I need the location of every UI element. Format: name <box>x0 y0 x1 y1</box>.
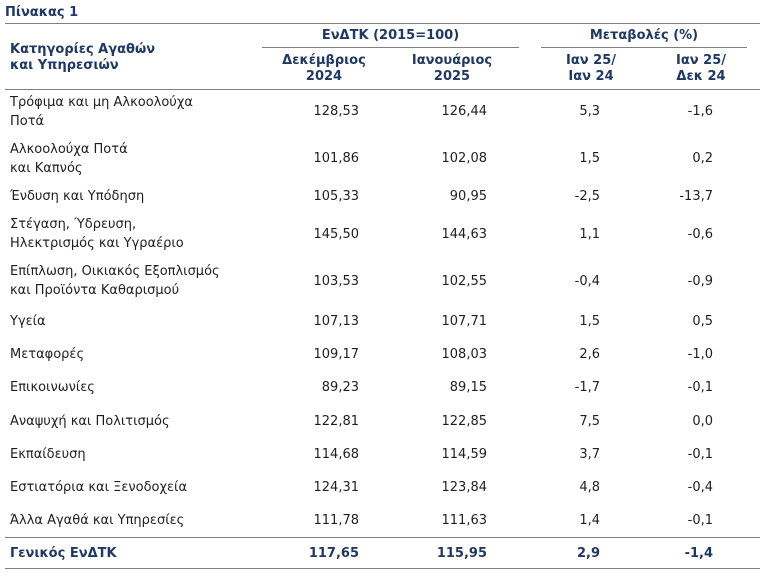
row-label: Υγεία <box>10 314 46 329</box>
cell-yoy: -0,4 <box>574 274 600 289</box>
col-mom-line2: Δεκ 24 <box>676 69 726 84</box>
bottom-rule <box>5 568 760 569</box>
cell-yoy: 1,4 <box>579 513 600 528</box>
col-dec2024-header <box>262 53 386 85</box>
cell-mom: -0,1 <box>687 513 713 528</box>
category-header-line1: Κατηγορίες Αγαθών <box>10 42 156 57</box>
total-yoy: 2,9 <box>576 546 600 561</box>
row-label: Ένδυση και Υπόδηση <box>10 189 145 204</box>
cell-jan2025: 108,03 <box>441 347 487 362</box>
cell-dec2024: 128,53 <box>313 104 359 119</box>
col-yoy-line2: Ιαν 24 <box>568 69 614 84</box>
cell-jan2025: 102,55 <box>441 274 487 289</box>
col-jan2025-line2: 2025 <box>433 69 471 84</box>
cell-dec2024: 103,53 <box>313 274 359 289</box>
cpi-group-rule <box>262 47 519 48</box>
cell-jan2025: 126,44 <box>441 104 487 119</box>
cell-jan2025: 89,15 <box>449 380 487 395</box>
cell-mom: 0,5 <box>692 314 713 329</box>
category-header <box>10 42 250 74</box>
row-label: Άλλα Αγαθά και Υπηρεσίες <box>10 513 185 528</box>
cell-mom: -0,9 <box>687 274 713 289</box>
top-rule <box>5 23 760 24</box>
cell-mom: -0,6 <box>687 227 713 242</box>
cell-jan2025: 107,71 <box>441 314 487 329</box>
cell-yoy: 1,5 <box>579 314 600 329</box>
cell-mom: -13,7 <box>679 189 713 204</box>
total-mom: -1,4 <box>684 546 713 561</box>
cell-dec2024: 101,86 <box>313 151 359 166</box>
cell-yoy: 4,8 <box>579 480 600 495</box>
cell-mom: -0,1 <box>687 380 713 395</box>
row-label: Εστιατόρια και Ξενοδοχεία <box>10 480 188 495</box>
row-label: Αλκοολούχα Ποτά και Καπνός <box>10 142 128 176</box>
cell-jan2025: 114,59 <box>441 447 487 462</box>
total-dec2024: 117,65 <box>308 546 359 561</box>
col-dec2024-line1: Δεκέμβριος <box>282 53 366 68</box>
cell-mom: -1,6 <box>687 104 713 119</box>
cell-jan2025: 123,84 <box>441 480 487 495</box>
cell-jan2025: 122,85 <box>441 414 487 429</box>
row-label: Επίπλωση, Οικιακός Εξοπλισμός και Προϊόντα Καθαρισμού <box>10 264 220 298</box>
cell-yoy: 2,6 <box>579 347 600 362</box>
cell-dec2024: 122,81 <box>313 414 359 429</box>
cell-dec2024: 105,33 <box>313 189 359 204</box>
row-label: Επικοινωνίες <box>10 380 95 395</box>
cell-dec2024: 109,17 <box>313 347 359 362</box>
total-top-rule <box>5 537 760 538</box>
cell-dec2024: 145,50 <box>313 227 359 242</box>
cell-mom: -1,0 <box>687 347 713 362</box>
category-header-line2: και Υπηρεσιών <box>10 58 119 73</box>
col-yoy-header <box>541 53 641 85</box>
col-yoy-line1: Ιαν 25/ <box>566 53 616 68</box>
cell-mom: 0,0 <box>692 414 713 429</box>
cell-yoy: 1,5 <box>579 151 600 166</box>
total-label: Γενικός ΕνΔΤΚ <box>10 546 117 561</box>
cell-yoy: 5,3 <box>579 104 600 119</box>
cpi-group-header: ΕνΔΤΚ (2015=100) <box>321 28 460 43</box>
cell-mom: 0,2 <box>692 151 713 166</box>
col-mom-line1: Ιαν 25/ <box>676 53 726 68</box>
cell-yoy: -2,5 <box>574 189 600 204</box>
change-group-header: Μεταβολές (%) <box>589 28 699 43</box>
change-group-rule <box>541 47 747 48</box>
row-label: Στέγαση, Ύδρευση, Ηλεκτρισμός και Υγραέριο <box>10 217 184 251</box>
row-label: Τρόφιμα και μη Αλκοολούχα Ποτά <box>10 95 193 129</box>
cell-mom: -0,1 <box>687 447 713 462</box>
table-title: Πίνακας 1 <box>5 5 79 20</box>
row-label: Αναψυχή και Πολιτισμός <box>10 414 170 429</box>
cell-jan2025: 144,63 <box>441 227 487 242</box>
cell-dec2024: 114,68 <box>313 447 359 462</box>
cell-dec2024: 124,31 <box>313 480 359 495</box>
cell-yoy: 7,5 <box>579 414 600 429</box>
cell-yoy: 1,1 <box>579 227 600 242</box>
col-jan2025-line1: Ιανουάριος <box>411 53 493 68</box>
col-mom-header <box>655 53 747 85</box>
total-jan2025: 115,95 <box>436 546 487 561</box>
cell-yoy: -1,7 <box>574 380 600 395</box>
header-bottom-rule <box>5 89 760 90</box>
cell-jan2025: 102,08 <box>441 151 487 166</box>
cell-yoy: 3,7 <box>579 447 600 462</box>
col-jan2025-header <box>390 53 514 85</box>
col-dec2024-line2: 2024 <box>305 69 343 84</box>
row-label: Εκπαίδευση <box>10 447 86 462</box>
cell-jan2025: 111,63 <box>441 513 487 528</box>
cell-mom: -0,4 <box>687 480 713 495</box>
cell-jan2025: 90,95 <box>449 189 487 204</box>
cell-dec2024: 111,78 <box>313 513 359 528</box>
cell-dec2024: 89,23 <box>321 380 359 395</box>
cell-dec2024: 107,13 <box>313 314 359 329</box>
row-label: Μεταφορές <box>10 347 85 362</box>
